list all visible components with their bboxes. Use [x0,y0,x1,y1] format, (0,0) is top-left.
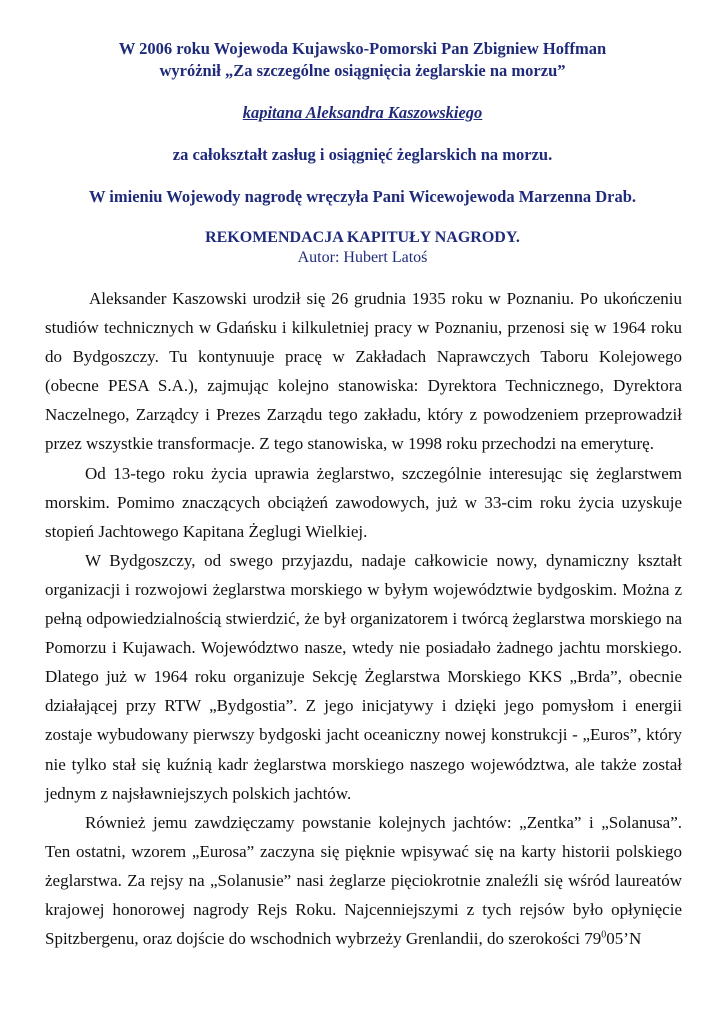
award-header-line-1: W 2006 roku Wojewoda Kujawsko-Pomorski Pan Zbigniew Hoffman [118,39,607,58]
award-header-line-5: W imieniu Wojewody nagrodę wręczyła Pani Wicewojewoda Marzenna Drab. [88,187,637,206]
paragraph-2: Od 13-tego roku życia uprawia żeglarstwo, szczególnie interesując się żeglarstwem morskim. Pomimo znaczących obciążeń zawodowych, już w 33-cim roku życia uzyskuje stopień Jachtowego Kapitana Żeglugi Wielkiej. [45,463,682,541]
award-header-line-2: wyróżnił „Za szczególne osiągnięcia żeglarskie na morzu” [159,61,566,80]
author-line: Autor: Hubert Latoś [297,249,428,266]
award-header [0,38,725,208]
article-body [45,284,682,953]
paragraph-4 [45,808,682,953]
paragraph-3: W Bydgoszczy, od swego przyjazdu, nadaje całkowicie nowy, dynamiczny kształt organizacji i rozwojowi żeglarstwa morskiego w byłym województwie bydgoskim. Można z pełną odpowiedzialnością stwierdzić, że był organizatorem i twórcą żeglarstwa morskiego na Pomorzu i Kujawach. Województwo nasze, wtedy nie posiadało żadnego jachtu morskiego. Dlatego już w 1964 roku organizuje Sekcję Żeglarstwa Morskiego KKS „Brda”, obecnie działającej przy RTW „Bydgostia”. Z jego inicjatywy i dzięki jego pomysłom i energii zostaje wybudowany pierwszy bydgoski jacht oceaniczny nowej konstrukcji - „Euros”, który nie tylko stał się kuźnią kadr żeglarstwa morskiego naszego województwa, ale także został jednym z najsławniejszych polskich jachtów. [45,550,682,803]
awardee-name: kapitana Aleksandra Kaszowskiego [242,103,483,122]
paragraph-4-latitude: 05’N [606,929,642,949]
recommendation-heading: REKOMENDACJA KAPITUŁY NAGRODY. [205,229,520,246]
paragraph-4-text: Również jemu zawdzięczamy powstanie kolejnych jachtów: „Zentka” i „Solanusa”. Ten ostatni, wzorem „Eurosa” zaczyna się pięknie wpisywać się na karty historii polskiego żeglarstwa. Za rejsy na „Solanusie” nasi żeglarze pięciokrotnie znaleźli się wśród laureatów krajowej honorowej nagrody Rejs Roku. Najcenniejszymi z tych rejsów było opłynięcie Spitzbergenu, oraz dojście do wschodnich wybrzeży Grenlandii, do szerokości 79 [45,812,682,949]
recommendation-title-block [0,228,725,268]
award-header-line-4: za całokształt zasług i osiągnięć żeglarskich na morzu. [172,145,553,164]
paragraph-1: Aleksander Kaszowski urodził się 26 grudnia 1935 roku w Poznaniu. Po ukończeniu studiów technicznych w Gdańsku i kilkuletniej pracy w Poznaniu, przenosi się w 1964 roku do Bydgoszczy. Tu kontynuuje pracę w Zakładach Naprawczych Taboru Kolejowego (obecne PESA S.A.), zajmując kolejno stanowiska: Dyrektora Technicznego, Dyrektora Naczelnego, Zarządcy i Prezes Zarządu tego zakładu, który z powodzeniem przeprowadził przez wszystkie transformacje. Z tego stanowiska, w 1998 roku przechodzi na emeryturę. [45,289,682,454]
degree-superscript: 0 [601,929,607,941]
